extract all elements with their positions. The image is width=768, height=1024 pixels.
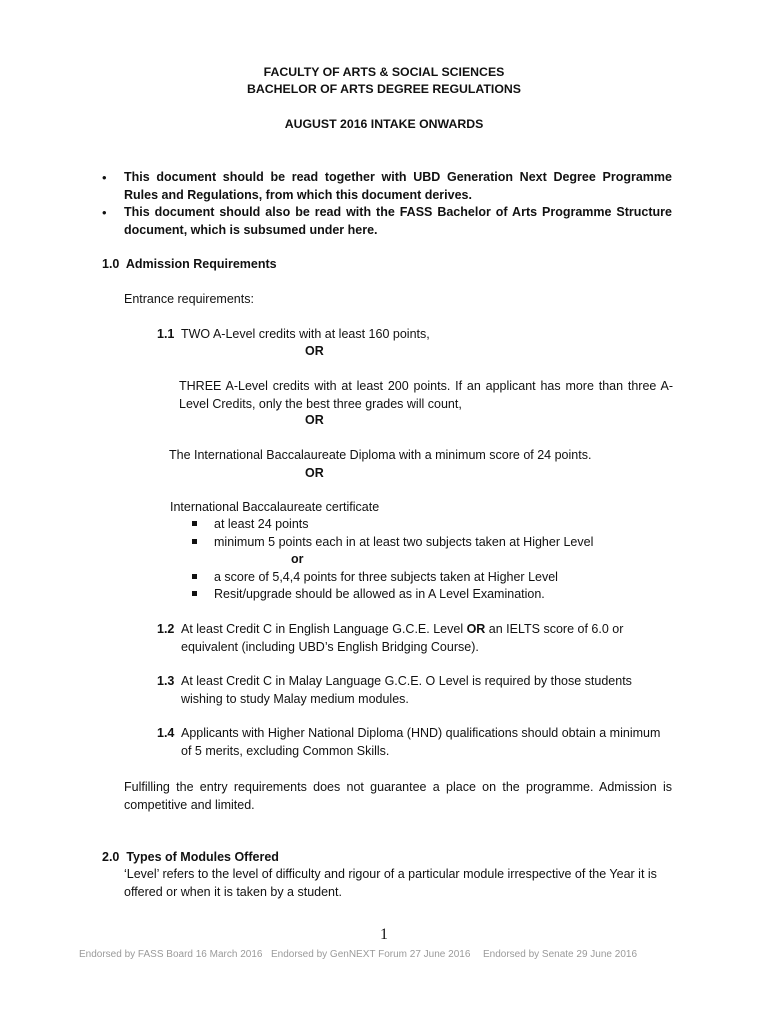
item-1-2-number: 1.2 (157, 622, 175, 636)
item-1-1-number: 1.1 (157, 327, 175, 341)
footer-gennext-forum: Endorsed by GenNEXT Forum 27 June 2016 (271, 949, 471, 960)
section-1-heading (102, 256, 277, 274)
faculty-title: FACULTY OF ARTS & SOCIAL SCIENCES (263, 65, 505, 79)
english-credit-text: At least Credit C in English Language G.C.E. Level (181, 622, 467, 636)
page-number: 1 (380, 926, 388, 943)
item-1-2-text (181, 621, 674, 656)
bullet-marker: • (102, 205, 107, 220)
footer-senate: Endorsed by Senate 29 June 2016 (483, 949, 638, 960)
option-ib-certificate: International Baccalaureate certificate (170, 500, 380, 514)
or-separator: OR (305, 413, 324, 427)
square-bullet (192, 591, 197, 596)
ib-sub-24-points: at least 24 points (214, 517, 309, 531)
ielts-text: an IELTS score of 6.0 or equivalent (including UBD’s English Bridging Course). (181, 622, 624, 654)
item-1-3-number: 1.3 (157, 674, 175, 688)
ib-sub-544-points: a score of 5,4,4 points for three subjects taken at Higher Level (214, 570, 558, 584)
square-bullet (192, 539, 197, 544)
or-separator: OR (305, 466, 324, 480)
section-title: Types of Modules Offered (126, 850, 279, 864)
intake-title: AUGUST 2016 INTAKE ONWARDS (284, 117, 484, 131)
footer-fass-board: Endorsed by FASS Board 16 March 2016 (79, 949, 263, 960)
item-1-4-number: 1.4 (157, 726, 175, 740)
option-ib-diploma: The International Baccalaureate Diploma with a minimum score of 24 points. (169, 448, 592, 462)
ib-sub-resit: Resit/upgrade should be allowed as in A Level Examination. (214, 587, 545, 601)
item-1-4-text: Applicants with Higher National Diploma (HND) qualifications should obtain a minimum of 5 merits, excluding Common Skills. (181, 726, 661, 758)
ib-sub-5-points: minimum 5 points each in at least two subjects taken at Higher Level (214, 535, 594, 549)
or-separator: OR (305, 344, 324, 358)
option-three-a-levels: THREE A-Level credits with at least 200 points. If an applicant has more than three A-Level Credits, only the best three grades will count, (179, 379, 673, 411)
or-inline: OR (466, 622, 486, 636)
section-title: Admission Requirements (125, 257, 277, 271)
bullet-read-also: This document should also be read with the FASS Bachelor of Arts Programme Structure document, which is subsumed under here. (124, 205, 672, 237)
bullet-read-together: This document should be read together with UBD Generation Next Degree Programme Rules and Regulations, from which this document derives. (124, 170, 672, 202)
bullet-marker: • (102, 170, 107, 185)
section-number: 2.0 (102, 850, 120, 864)
section-number: 1.0 (102, 257, 120, 271)
option-two-a-levels: TWO A-Level credits with at least 160 points, (181, 327, 430, 341)
section-2-text: ‘Level’ refers to the level of difficulty and rigour of a particular module irrespective of the Year it is offered or when it is taken by a student. (124, 867, 657, 899)
square-bullet (192, 574, 197, 579)
regulations-title: BACHELOR OF ARTS DEGREE REGULATIONS (247, 82, 521, 96)
or-separator-small: or (291, 552, 304, 566)
section-2-heading (102, 849, 279, 867)
square-bullet (192, 521, 197, 526)
entrance-requirements-label: Entrance requirements: (124, 292, 254, 306)
item-1-3-text: At least Credit C in Malay Language G.C.E. O Level is required by those students wishing to study Malay medium modules. (181, 674, 632, 706)
admission-competitive-note: Fulfilling the entry requirements does not guarantee a place on the programme. Admission is competitive and limited. (124, 780, 672, 812)
